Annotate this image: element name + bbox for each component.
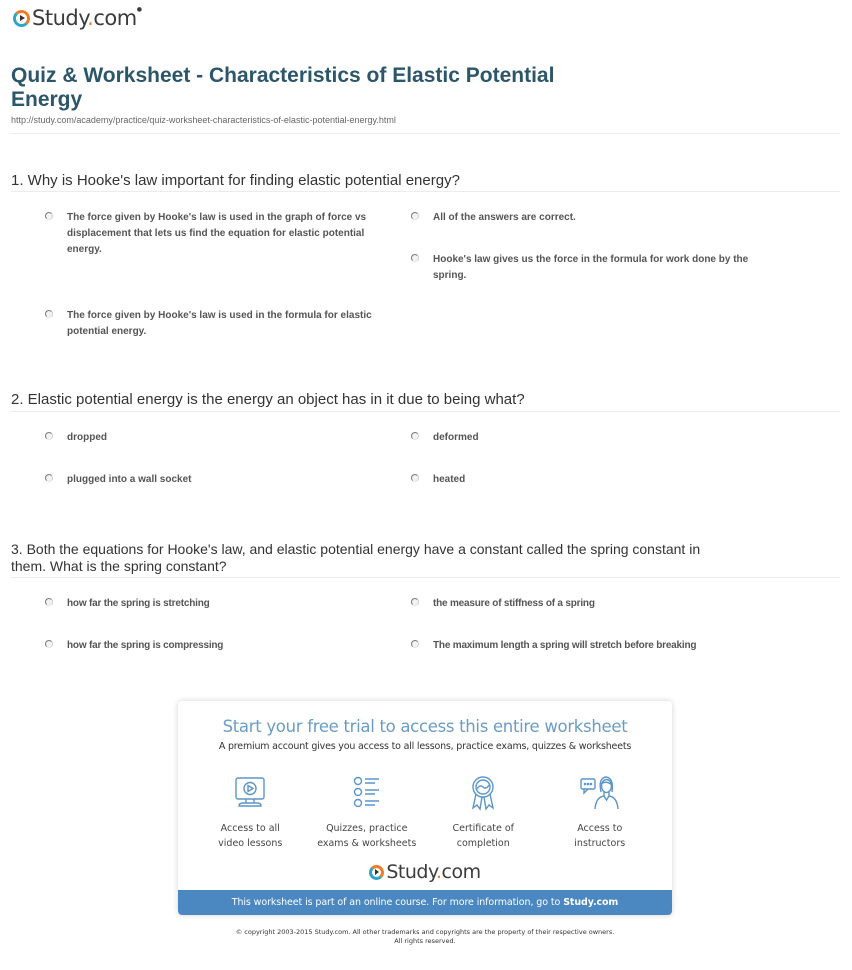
divider — [11, 411, 840, 412]
logo-wordmark: Study.com● — [32, 6, 142, 30]
q3-option-c[interactable]: how far the spring is compressing — [45, 638, 385, 654]
radio-button[interactable] — [45, 640, 53, 648]
divider — [11, 133, 840, 134]
question-2-text: 2. Elastic potential energy is the energy an object has in it due to being what? — [11, 391, 525, 408]
course-info-banner: This worksheet is part of an online course. For more information, go to Study.com — [178, 890, 672, 915]
q1-option-b[interactable]: All of the answers are correct. — [411, 210, 771, 226]
radio-button[interactable] — [411, 640, 419, 648]
study-com-link[interactable]: Study.com — [563, 897, 619, 908]
radio-button[interactable] — [411, 212, 419, 220]
divider — [11, 191, 840, 192]
q2-option-d[interactable]: heated — [411, 472, 771, 488]
promo-study-logo[interactable]: Study.com — [178, 861, 672, 883]
question-3-text: 3. Both the equations for Hooke's law, and elastic potential energy have a constant called the spring constant in them. What is the spring constant? — [11, 541, 701, 574]
instructor-chat-icon — [545, 773, 655, 813]
page-url: http://study.com/academy/practice/quiz-worksheet-characteristics-of-elastic-potential-energy.html — [11, 115, 396, 125]
promo-subtitle: A premium account gives you access to all lessons, practice exams, quizzes & worksheets — [218, 741, 632, 752]
feature-video-lessons: Access to all video lessons — [195, 773, 305, 851]
q3-option-b[interactable]: the measure of stiffness of a spring — [411, 596, 791, 612]
play-circle-icon — [369, 865, 384, 880]
q2-option-c[interactable]: plugged into a wall socket — [45, 472, 385, 488]
q1-option-c[interactable]: Hooke's law gives us the force in the formula for work done by the spring. — [411, 252, 761, 284]
copyright-notice: © copyright 2003-2015 Study.com. All other trademarks and copyrights are the property of their respective owners. All rights reserved. — [235, 928, 615, 945]
page-title: Quiz & Worksheet - Characteristics of Elastic Potential Energy — [11, 64, 555, 111]
q2-option-a[interactable]: dropped — [45, 430, 385, 446]
feature-quizzes: Quizzes, practice exams & worksheets — [312, 773, 422, 851]
feature-certificate: Certificate of completion — [428, 773, 538, 851]
study-logo[interactable] — [13, 6, 141, 30]
question-1-text: 1. Why is Hooke's law important for finding elastic potential energy? — [11, 172, 460, 189]
quiz-list-icon — [312, 773, 422, 813]
radio-button[interactable] — [411, 254, 419, 262]
free-trial-card — [178, 701, 672, 915]
radio-button[interactable] — [45, 474, 53, 482]
q3-option-a[interactable]: how far the spring is stretching — [45, 596, 385, 612]
play-circle-icon — [13, 10, 30, 27]
certificate-ribbon-icon — [428, 773, 538, 813]
radio-button[interactable] — [411, 598, 419, 606]
q2-option-b[interactable]: deformed — [411, 430, 771, 446]
feature-list — [192, 773, 658, 851]
feature-instructors: Access to instructors — [545, 773, 655, 851]
radio-button[interactable] — [45, 310, 53, 318]
q3-option-d[interactable]: The maximum length a spring will stretch before breaking — [411, 638, 791, 654]
promo-headline[interactable]: Start your free trial to access this entire worksheet — [222, 717, 628, 736]
radio-button[interactable] — [411, 474, 419, 482]
q1-option-d[interactable]: The force given by Hooke's law is used in the formula for elastic potential energy. — [45, 308, 400, 340]
radio-button[interactable] — [45, 212, 53, 220]
radio-button[interactable] — [411, 432, 419, 440]
radio-button[interactable] — [45, 598, 53, 606]
radio-button[interactable] — [45, 432, 53, 440]
video-monitor-icon — [195, 773, 305, 813]
q1-option-a[interactable]: The force given by Hooke's law is used in the graph of force vs displacement that lets us find the equation for elastic potential energy. — [45, 210, 385, 258]
divider — [11, 577, 840, 578]
